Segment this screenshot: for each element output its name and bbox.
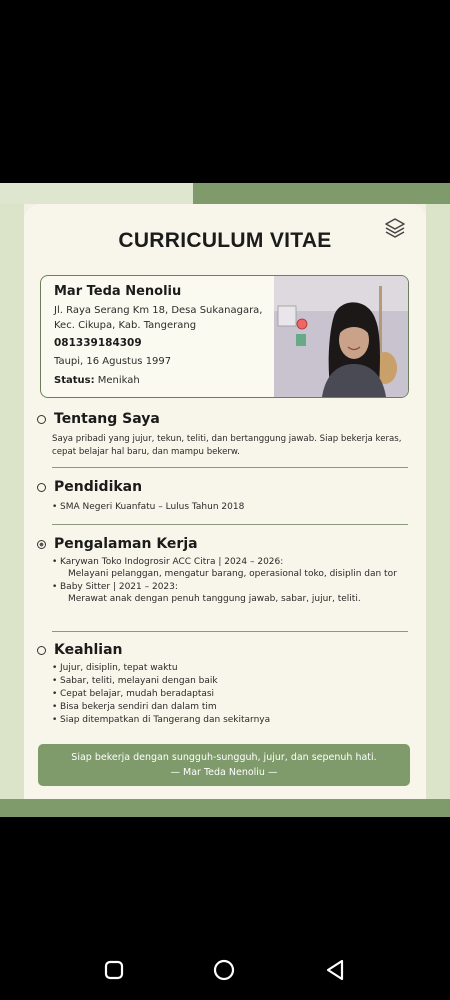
decor-band xyxy=(0,799,450,817)
profile-phone: 081339184309 xyxy=(54,337,142,349)
decor-side xyxy=(426,204,450,816)
page-title: CURRICULUM VITAE xyxy=(118,229,332,252)
layers-icon xyxy=(384,217,406,239)
profile-status: Status: Menikah xyxy=(54,375,140,386)
home-icon[interactable] xyxy=(213,959,235,981)
decor-band xyxy=(0,183,193,204)
list-item: • Cepat belajar, mudah beradaptasi xyxy=(52,688,412,700)
list-item: • Baby Sitter | 2021 – 2023: Merawat anak dengan penuh tanggung jawab, sabar, jujur, teliti. xyxy=(52,581,412,605)
list-item: • Siap ditempatkan di Tangerang dan sekitarnya xyxy=(52,714,412,726)
list-item: • Bisa bekerja sendiri dan dalam tim xyxy=(52,701,412,713)
list-item: • Karywan Toko Indogrosir ACC Citra | 2024 – 2026: Melayani pelanggan, mengatur barang, operasional toko, disiplin dan tor xyxy=(52,556,412,580)
profile-photo xyxy=(274,276,408,397)
list-item: • SMA Negeri Kuanfatu – Lulus Tahun 2018 xyxy=(52,501,412,513)
divider xyxy=(52,631,408,632)
list-item: • Jujur, disiplin, tepat waktu xyxy=(52,662,412,674)
navigation-bar xyxy=(0,940,450,1000)
decor-band xyxy=(193,183,450,204)
profile-box xyxy=(40,275,409,398)
circle-bullet-icon xyxy=(37,540,46,549)
section-education xyxy=(37,479,412,514)
section-experience xyxy=(37,536,412,606)
circle-bullet-icon xyxy=(37,415,46,424)
profile-birth: Taupi, 16 Agustus 1997 xyxy=(54,356,172,367)
profile-name: Mar Teda Nenoliu xyxy=(54,284,182,299)
list-item: • Sabar, teliti, melayani dengan baik xyxy=(52,675,412,687)
profile-address: Jl. Raya Serang Km 18, Desa Sukanagara, Kec. Cikupa, Kab. Tangerang xyxy=(54,305,263,331)
recents-icon[interactable] xyxy=(104,960,124,980)
about-text: Saya pribadi yang jujur, tekun, teliti, dan bertanggung jawab. Siap bekerja keras, cepat belajar hal baru, dan mampu bekerw. xyxy=(52,434,402,457)
back-icon[interactable] xyxy=(325,959,345,981)
footer-quote: Siap bekerja dengan sungguh-sungguh, jujur, dan sepenuh hati. — Mar Teda Nenoliu — xyxy=(38,744,410,786)
divider xyxy=(52,467,408,468)
section-title: Tentang Saya xyxy=(54,411,160,427)
section-title: Keahlian xyxy=(54,642,123,658)
section-skills xyxy=(37,642,412,727)
divider xyxy=(52,524,408,525)
section-about xyxy=(37,411,412,459)
decor-side xyxy=(0,204,24,816)
section-title: Pengalaman Kerja xyxy=(54,536,198,552)
circle-bullet-icon xyxy=(37,646,46,655)
section-title: Pendidikan xyxy=(54,479,143,495)
circle-bullet-icon xyxy=(37,483,46,492)
